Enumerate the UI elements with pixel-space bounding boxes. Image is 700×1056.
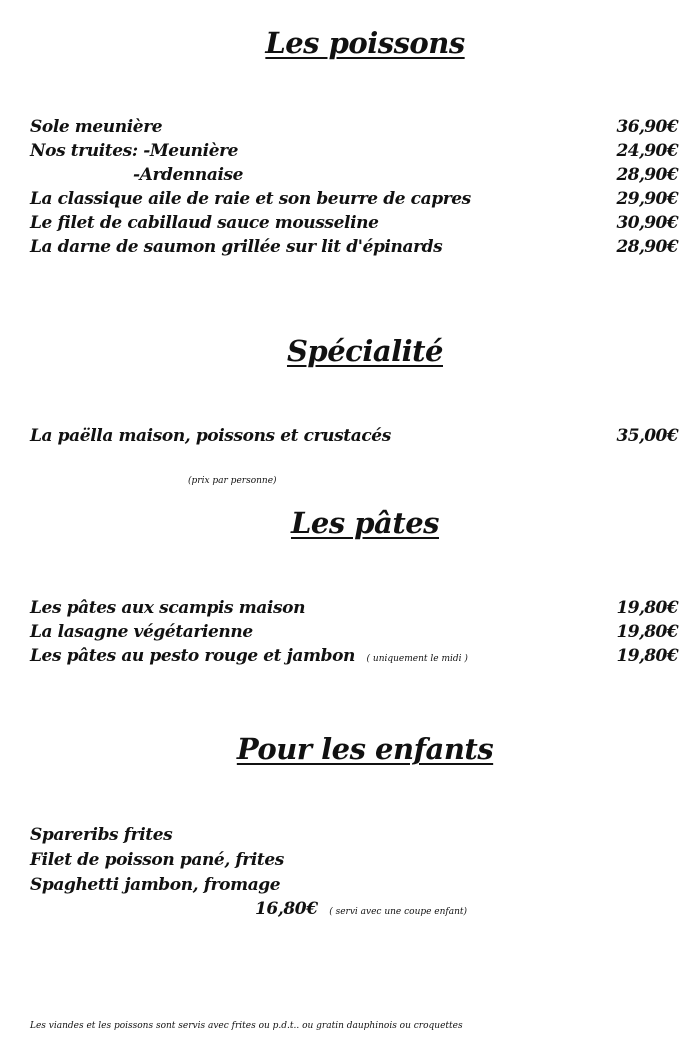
footer-note: Les viandes et les poissons sont servis avec frites ou p.d.t.. ou gratin dauphinois ou croquettes: [30, 1021, 463, 1031]
menu-item-label: Les pâtes au pesto rouge et jambon: [30, 646, 355, 666]
section-title-specialite: Spécialité: [286, 334, 443, 368]
menu-item-price: 19,80€: [616, 598, 678, 618]
menu-item-name: Spareribs frites: [30, 825, 173, 845]
menu-item-name: Sole meunière: [30, 117, 163, 137]
price-note: (prix par personne): [188, 476, 277, 486]
kids-menu-note: ( servi avec une coupe enfant): [329, 907, 468, 917]
menu-item-note: ( uniquement le midi ): [366, 654, 468, 664]
menu-item-name: La paëlla maison, poissons et crustacés: [30, 426, 391, 446]
menu-item-name: La darne de saumon grillée sur lit d'épinards: [30, 237, 443, 257]
menu-item-price: 35,00€: [616, 426, 678, 446]
menu-item-price: 36,90€: [616, 117, 678, 137]
menu-item-name: Filet de poisson pané, frites: [30, 850, 284, 870]
kids-menu-price-row: [255, 899, 467, 919]
menu-item-price: 30,90€: [616, 213, 678, 233]
menu-item-price: 28,90€: [616, 237, 678, 257]
menu-item-name: Nos truites: -Meunière: [30, 141, 239, 161]
menu-item-price: 24,90€: [616, 141, 678, 161]
menu-item-price: 19,80€: [616, 646, 678, 666]
menu-item-name: Les pâtes aux scampis maison: [30, 598, 306, 618]
menu-item-price: 19,80€: [616, 622, 678, 642]
section-title-pates: Les pâtes: [290, 506, 439, 540]
section-title-enfants: Pour les enfants: [236, 732, 494, 766]
menu-item-name: La lasagne végétarienne: [30, 622, 253, 642]
menu-item-name: Spaghetti jambon, fromage: [30, 875, 281, 895]
kids-menu-price: 16,80€: [255, 899, 318, 919]
menu-item-price: 28,90€: [616, 165, 678, 185]
menu-item-name: -Ardennaise: [133, 165, 244, 185]
menu-item-name: [30, 646, 468, 666]
section-title-poissons: Les poissons: [265, 26, 465, 60]
menu-item-name: La classique aile de raie et son beurre de capres: [30, 189, 471, 209]
menu-item-price: 29,90€: [616, 189, 678, 209]
menu-item-name: Le filet de cabillaud sauce mousseline: [30, 213, 379, 233]
